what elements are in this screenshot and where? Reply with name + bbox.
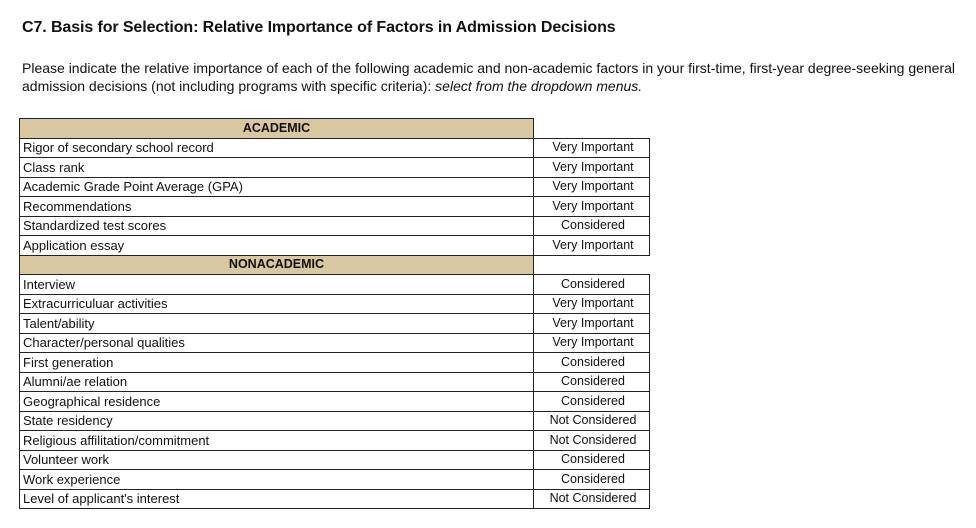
rating-dropdown[interactable]: Very Important bbox=[534, 138, 650, 158]
factor-label: Level of applicant's interest bbox=[20, 489, 534, 509]
factor-label: Geographical residence bbox=[20, 392, 534, 412]
table-row bbox=[20, 158, 650, 178]
table-row bbox=[20, 372, 650, 392]
table-row bbox=[20, 236, 650, 256]
factor-label: Rigor of secondary school record bbox=[20, 138, 534, 158]
rating-dropdown[interactable]: Not Considered bbox=[534, 489, 650, 509]
table-row bbox=[20, 294, 650, 314]
factor-label: First generation bbox=[20, 353, 534, 373]
factor-label: Talent/ability bbox=[20, 314, 534, 334]
table-row bbox=[20, 470, 650, 490]
factor-label: Volunteer work bbox=[20, 450, 534, 470]
table-row bbox=[20, 431, 650, 451]
table-row bbox=[20, 392, 650, 412]
rating-dropdown[interactable]: Very Important bbox=[534, 177, 650, 197]
factor-label: Character/personal qualities bbox=[20, 333, 534, 353]
factors-table-body bbox=[20, 119, 650, 509]
rating-dropdown[interactable]: Considered bbox=[534, 392, 650, 412]
factor-label: Academic Grade Point Average (GPA) bbox=[20, 177, 534, 197]
factor-label: Extracurriculuar activities bbox=[20, 294, 534, 314]
factor-label: Standardized test scores bbox=[20, 216, 534, 236]
rating-dropdown[interactable]: Very Important bbox=[534, 314, 650, 334]
rating-dropdown[interactable]: Not Considered bbox=[534, 411, 650, 431]
section-header-row bbox=[20, 119, 650, 139]
factor-label: State residency bbox=[20, 411, 534, 431]
table-row bbox=[20, 197, 650, 217]
section-header-row bbox=[20, 255, 650, 275]
table-row bbox=[20, 314, 650, 334]
rating-dropdown[interactable]: Very Important bbox=[534, 236, 650, 256]
factor-label: Recommendations bbox=[20, 197, 534, 217]
rating-dropdown[interactable]: Very Important bbox=[534, 197, 650, 217]
factor-label: Class rank bbox=[20, 158, 534, 178]
table-row bbox=[20, 333, 650, 353]
rating-dropdown[interactable]: Very Important bbox=[534, 333, 650, 353]
rating-dropdown[interactable]: Considered bbox=[534, 275, 650, 295]
rating-dropdown[interactable]: Considered bbox=[534, 450, 650, 470]
section-header-spacer bbox=[534, 119, 650, 139]
factor-label: Interview bbox=[20, 275, 534, 295]
intro-emphasis: select from the dropdown menus. bbox=[435, 78, 643, 94]
rating-dropdown[interactable]: Very Important bbox=[534, 294, 650, 314]
intro-paragraph bbox=[22, 59, 962, 95]
table-row bbox=[20, 411, 650, 431]
factor-label: Work experience bbox=[20, 470, 534, 490]
table-row bbox=[20, 450, 650, 470]
factor-label: Alumni/ae relation bbox=[20, 372, 534, 392]
table-row bbox=[20, 275, 650, 295]
page-title: C7. Basis for Selection: Relative Importance of Factors in Admission Decisions bbox=[22, 19, 616, 36]
table-row bbox=[20, 353, 650, 373]
rating-dropdown[interactable]: Very Important bbox=[534, 158, 650, 178]
section-heading: NONACADEMIC bbox=[20, 255, 534, 275]
rating-dropdown[interactable]: Not Considered bbox=[534, 431, 650, 451]
factor-label: Religious affilitation/commitment bbox=[20, 431, 534, 451]
rating-dropdown[interactable]: Considered bbox=[534, 470, 650, 490]
table-row bbox=[20, 216, 650, 236]
rating-dropdown[interactable]: Considered bbox=[534, 372, 650, 392]
intro-text: Please indicate the relative importance of each of the following academic and non-academic factors in your first-time, first-year degree-seeking general admission decisions (not including programs with specific criteria): bbox=[22, 60, 956, 94]
section-header-spacer bbox=[534, 255, 650, 275]
table-row bbox=[20, 138, 650, 158]
factors-table bbox=[19, 118, 650, 509]
factor-label: Application essay bbox=[20, 236, 534, 256]
table-row bbox=[20, 489, 650, 509]
table-row bbox=[20, 177, 650, 197]
rating-dropdown[interactable]: Considered bbox=[534, 353, 650, 373]
section-heading: ACADEMIC bbox=[20, 119, 534, 139]
rating-dropdown[interactable]: Considered bbox=[534, 216, 650, 236]
